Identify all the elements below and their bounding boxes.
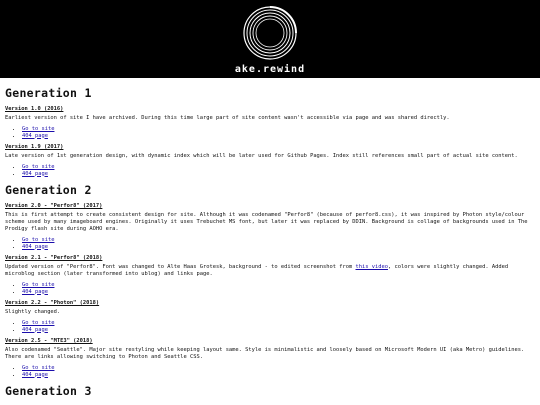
version-2-5-links (5, 365, 535, 378)
version-2-2-links (5, 320, 535, 333)
version-2-2-heading: Version 2.2 - "Photon" (2018) (5, 300, 100, 306)
this-video-link[interactable]: this video (355, 264, 388, 270)
go-to-site-link[interactable]: Go to site (22, 164, 55, 170)
main-content (0, 78, 540, 398)
404-page-link[interactable]: 404 page (22, 170, 48, 177)
list-item (22, 244, 535, 251)
404-page-link[interactable]: 404 page (22, 132, 48, 139)
generation-1-heading: Generation 1 (5, 86, 92, 100)
version-2-1-heading: Version 2.1 - "Perfor8" (2018) (5, 255, 103, 261)
list-item (22, 289, 535, 296)
version-2-5-description: Also codenamed "Seattle". Major site restyling while keeping layout same. Style is minimalistic and loosely based on Microsoft Modern UI (aka Metro) guidelines. There are links allowing switching to Photon and Seattle CSS. (5, 347, 525, 360)
404-page-link[interactable]: 404 page (22, 288, 48, 295)
site-title: ake.rewind (234, 64, 306, 75)
site-header (0, 0, 540, 78)
version-1-0-heading: Version 1.0 (2016) (5, 106, 64, 112)
version-2-0-description: This is first attempt to create consistent design for site. Although it was codenamed "Perfor8" (because of perfor8.css), it was inspired by Photon style/colour scheme used by many imageboard engines. Originally it uses Trebuchet MS font, but later it was replaced by DDIN. Background is collage of backgrounds used in The Prodigy flash site during AOHO era. (5, 212, 528, 232)
version-2-1-links (5, 282, 535, 295)
version-1-9-links (5, 164, 535, 177)
version-1-9-heading: Version 1.9 (2017) (5, 144, 64, 150)
version-2-0-heading: Version 2.0 - "Perfor8" (2017) (5, 203, 103, 209)
go-to-site-link[interactable]: Go to site (22, 320, 55, 326)
version-2-1-description (5, 264, 535, 278)
version-2-2-description: Slightly changed. (5, 309, 61, 315)
rewind-logo-icon (239, 4, 301, 62)
version-2-1-desc-part-a: Updated version of "Perfor8". Font was changed to Alte Haas Grotesk, background - to edited screenshot from (5, 264, 356, 270)
version-2-0-links (5, 237, 535, 250)
version-2-5-heading: Version 2.5 - "MTE3" (2018) (5, 338, 93, 344)
go-to-site-link[interactable]: Go to site (22, 282, 55, 288)
list-item (22, 327, 535, 334)
list-item (22, 372, 535, 379)
version-1-0-description: Earliest version of site I have archived. During this time large part of site content wasn't accessible via page and was shared directly. (5, 115, 450, 121)
go-to-site-link[interactable]: Go to site (22, 237, 55, 243)
list-item (22, 133, 535, 140)
list-item (22, 171, 535, 178)
404-page-link[interactable]: 404 page (22, 326, 48, 333)
version-2-1-desc-part-b: , colors were slightly changed. Added microblog section (later transformed into ublog) and links page. (5, 264, 509, 277)
version-1-9-description: Late version of 1st generation design, with dynamic index which will be later used for Github Pages. Index still references small part of actual site content. (5, 153, 518, 159)
404-page-link[interactable]: 404 page (22, 243, 48, 250)
version-1-0-links (5, 126, 535, 139)
404-page-link[interactable]: 404 page (22, 371, 48, 378)
go-to-site-link[interactable]: Go to site (22, 126, 55, 132)
go-to-site-link[interactable]: Go to site (22, 365, 55, 371)
generation-2-heading: Generation 2 (5, 183, 92, 197)
generation-3-heading: Generation 3 (5, 384, 92, 398)
